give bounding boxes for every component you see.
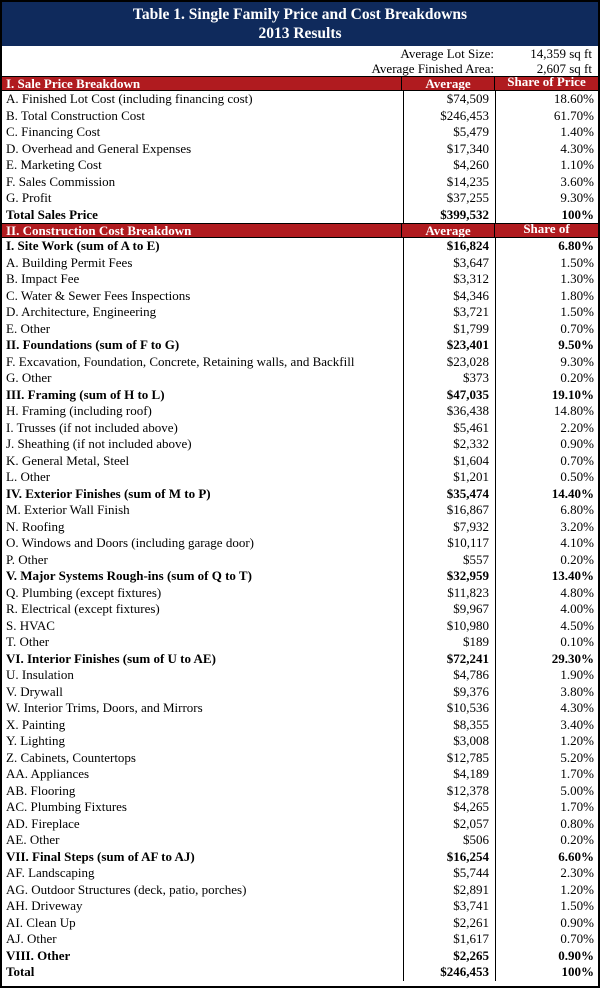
row-share: 2.30% [495, 865, 598, 882]
row-average: $5,744 [403, 865, 495, 882]
row-share: 0.50% [495, 469, 598, 486]
row-share: 4.00% [495, 601, 598, 618]
row-average: $506 [403, 832, 495, 849]
table-row [2, 931, 598, 948]
table-row [2, 799, 598, 816]
row-share: 9.30% [495, 354, 598, 371]
table-row [2, 403, 598, 420]
row-label: AD. Fireplace [6, 815, 80, 831]
row-label: VII. Final Steps (sum of AF to AJ) [6, 848, 195, 864]
table-row [2, 502, 598, 519]
row-average: $23,028 [403, 354, 495, 371]
row-average: $10,117 [403, 535, 495, 552]
table-row [2, 255, 598, 272]
row-share: 4.10% [495, 535, 598, 552]
table-row [2, 370, 598, 387]
row-share: 0.70% [495, 321, 598, 338]
row-label: L. Other [6, 469, 51, 484]
row-label: V. Drywall [6, 683, 63, 699]
row-share: 4.30% [495, 700, 598, 717]
table-subtitle: 2013 Results [258, 25, 342, 42]
table-row [2, 304, 598, 321]
row-share: 5.20% [495, 750, 598, 767]
row-share: 1.50% [495, 255, 598, 272]
row-label: J. Sheathing (if not included above) [6, 436, 192, 451]
row-average: $189 [403, 634, 495, 651]
table-row [2, 552, 598, 569]
meta-value: 14,359 sq ft [530, 46, 592, 61]
row-label: O. Windows and Doors (including garage door) [6, 535, 254, 550]
row-share: 100% [495, 964, 598, 981]
row-share: 29.30% [495, 651, 598, 668]
row-average: $35,474 [403, 486, 495, 503]
row-average: $47,035 [403, 387, 495, 404]
row-label: AB. Flooring [6, 782, 76, 798]
row-average: $1,201 [403, 469, 495, 486]
row-share: 14.40% [495, 486, 598, 503]
row-share: 1.80% [495, 288, 598, 305]
table-subtotal-row [2, 964, 598, 981]
table-row [2, 108, 598, 125]
table-subtotal-row [2, 849, 598, 866]
row-average: $72,241 [403, 651, 495, 668]
table-subtotal-row [2, 207, 598, 224]
table-row [2, 618, 598, 635]
table-row [2, 634, 598, 651]
row-share: 1.90% [495, 667, 598, 684]
row-share: 3.60% [495, 174, 598, 191]
row-average: $3,647 [403, 255, 495, 272]
column-header-average: Average [401, 224, 494, 237]
table-row [2, 174, 598, 191]
table-row [2, 766, 598, 783]
row-label: II. Foundations (sum of F to G) [6, 337, 180, 352]
row-label: K. General Metal, Steel [6, 452, 130, 468]
row-label: G. Profit [6, 190, 52, 205]
row-label: W. Interior Trims, Doors, and Mirrors [6, 700, 203, 715]
row-share: 0.10% [495, 634, 598, 651]
row-label: G. Other [6, 370, 52, 385]
row-average: $1,617 [403, 931, 495, 948]
row-average: $4,786 [403, 667, 495, 684]
table-row [2, 585, 598, 602]
row-average: $37,255 [403, 190, 495, 207]
row-share: 1.20% [495, 733, 598, 750]
row-share: 1.50% [495, 898, 598, 915]
row-share: 0.90% [495, 915, 598, 932]
table-row [2, 271, 598, 288]
table-row [2, 733, 598, 750]
meta-value: 2,607 sq ft [536, 60, 592, 76]
row-average: $2,057 [403, 816, 495, 833]
table-row [2, 91, 598, 108]
row-label: B. Impact Fee [6, 271, 80, 286]
table-subtotal-row [2, 568, 598, 585]
row-label: D. Overhead and General Expenses [6, 140, 192, 156]
row-average: $11,823 [403, 585, 495, 602]
table-row [2, 700, 598, 717]
row-share: 4.50% [495, 618, 598, 635]
row-label: P. Other [6, 551, 48, 567]
row-share: 1.10% [495, 157, 598, 174]
row-label: H. Framing (including roof) [6, 403, 152, 418]
table-row [2, 519, 598, 536]
row-share: 1.40% [495, 124, 598, 141]
table-row [2, 535, 598, 552]
table-row [2, 124, 598, 141]
row-label: A. Finished Lot Cost (including financing cost) [6, 91, 253, 106]
row-average: $17,340 [403, 141, 495, 158]
row-average: $9,967 [403, 601, 495, 618]
table-row [2, 783, 598, 800]
row-share: 9.30% [495, 190, 598, 207]
row-share: 1.70% [495, 766, 598, 783]
row-share: 9.50% [495, 337, 598, 354]
row-share: 3.40% [495, 717, 598, 734]
row-label: VI. Interior Finishes (sum of U to AE) [6, 650, 216, 666]
row-share: 6.60% [495, 849, 598, 866]
table-row [2, 354, 598, 371]
column-header-average: Average [401, 77, 494, 90]
row-average: $399,532 [403, 207, 495, 224]
row-label: C. Financing Cost [6, 124, 101, 139]
section-title: II. Construction Cost Breakdown [6, 223, 192, 238]
row-average: $16,824 [403, 238, 495, 255]
table-row [2, 882, 598, 899]
row-average: $10,536 [403, 700, 495, 717]
row-label: S. HVAC [6, 617, 55, 633]
meta-row [2, 47, 598, 62]
row-average: $4,265 [403, 799, 495, 816]
row-label: IV. Exterior Finishes (sum of M to P) [6, 485, 211, 501]
row-label: B. Total Construction Cost [6, 107, 145, 123]
lot-summary [2, 46, 598, 76]
table-row [2, 865, 598, 882]
row-share: 1.50% [495, 304, 598, 321]
table-row [2, 816, 598, 833]
row-label: T. Other [6, 634, 50, 649]
row-share: 19.10% [495, 387, 598, 404]
row-share: 0.20% [495, 370, 598, 387]
row-average: $4,189 [403, 766, 495, 783]
row-share: 0.20% [495, 832, 598, 849]
row-label: M. Exterior Wall Finish [6, 502, 130, 517]
row-label: AG. Outdoor Structures (deck, patio, porches) [6, 881, 247, 897]
row-average: $12,785 [403, 750, 495, 767]
table-row [2, 321, 598, 338]
row-average: $3,741 [403, 898, 495, 915]
column-header-share: Share of Price [494, 77, 598, 90]
section-header-construction-cost [2, 223, 598, 238]
row-label: I. Site Work (sum of A to E) [6, 238, 160, 253]
table-row [2, 141, 598, 158]
row-label: U. Insulation [6, 667, 74, 682]
row-label: D. Architecture, Engineering [6, 304, 157, 319]
row-label: AH. Driveway [6, 898, 83, 913]
table-subtotal-row [2, 486, 598, 503]
row-label: N. Roofing [6, 518, 65, 534]
row-label: AC. Plumbing Fixtures [6, 799, 127, 814]
row-share: 14.80% [495, 403, 598, 420]
row-label: Z. Cabinets, Countertops [6, 749, 136, 765]
table-row [2, 157, 598, 174]
row-average: $557 [403, 552, 495, 569]
table-subtotal-row [2, 238, 598, 255]
row-average: $2,891 [403, 882, 495, 899]
meta-label: Average Lot Size: [400, 46, 494, 61]
row-average: $36,438 [403, 403, 495, 420]
row-share: 2.20% [495, 420, 598, 437]
table-row [2, 436, 598, 453]
table-subtotal-row [2, 948, 598, 965]
row-average: $12,378 [403, 783, 495, 800]
row-average: $8,355 [403, 717, 495, 734]
row-label: F. Excavation, Foundation, Concrete, Retaining walls, and Backfill [6, 353, 355, 369]
table-subtotal-row [2, 337, 598, 354]
table-title: Table 1. Single Family Price and Cost Breakdowns [132, 6, 468, 23]
row-label: Total [6, 964, 35, 979]
row-label: Q. Plumbing (except fixtures) [6, 584, 162, 600]
table-row [2, 453, 598, 470]
table-row [2, 915, 598, 932]
row-label: Y. Lighting [6, 733, 65, 748]
row-average: $246,453 [403, 964, 495, 981]
table-row [2, 190, 598, 207]
column-header-share: Share of [494, 224, 598, 237]
row-label: E. Marketing Cost [6, 157, 102, 172]
table-row [2, 684, 598, 701]
row-share: 100% [495, 207, 598, 224]
row-average: $3,008 [403, 733, 495, 750]
row-share: 6.80% [495, 502, 598, 519]
row-share: 18.60% [495, 91, 598, 108]
row-share: 0.70% [495, 453, 598, 470]
table-row [2, 601, 598, 618]
section-title: I. Sale Price Breakdown [6, 76, 141, 91]
row-label: I. Trusses (if not included above) [6, 419, 178, 435]
meta-label: Average Finished Area: [371, 60, 494, 76]
row-average: $2,261 [403, 915, 495, 932]
row-share: 0.70% [495, 931, 598, 948]
meta-row [2, 62, 598, 77]
row-label: AE. Other [6, 832, 60, 847]
row-label: VIII. Other [6, 947, 71, 963]
row-share: 0.20% [495, 552, 598, 569]
row-share: 3.20% [495, 519, 598, 536]
row-average: $14,235 [403, 174, 495, 191]
row-share: 4.80% [495, 585, 598, 602]
row-label: X. Painting [6, 716, 66, 732]
row-share: 6.80% [495, 238, 598, 255]
row-label: V. Major Systems Rough-ins (sum of Q to T) [6, 568, 252, 583]
table-row [2, 750, 598, 767]
row-label: E. Other [6, 320, 51, 336]
table-subtotal-row [2, 387, 598, 404]
row-average: $246,453 [403, 108, 495, 125]
row-label: III. Framing (sum of H to L) [6, 386, 165, 402]
row-average: $5,479 [403, 124, 495, 141]
row-label: R. Electrical (except fixtures) [6, 601, 160, 616]
row-label: AI. Clean Up [6, 914, 76, 930]
row-average: $1,799 [403, 321, 495, 338]
row-average: $7,932 [403, 519, 495, 536]
table-row [2, 832, 598, 849]
row-share: 5.00% [495, 783, 598, 800]
table-row [2, 469, 598, 486]
table-row [2, 420, 598, 437]
row-label: AJ. Other [6, 931, 57, 946]
row-label: C. Water & Sewer Fees Inspections [6, 287, 191, 303]
row-share: 1.70% [495, 799, 598, 816]
row-average: $373 [403, 370, 495, 387]
row-average: $4,346 [403, 288, 495, 305]
row-average: $32,959 [403, 568, 495, 585]
row-label: A. Building Permit Fees [6, 254, 133, 270]
row-share: 1.30% [495, 271, 598, 288]
section-header-sale-price [2, 76, 598, 91]
row-label: Total Sales Price [6, 206, 98, 222]
row-average: $3,721 [403, 304, 495, 321]
row-average: $3,312 [403, 271, 495, 288]
row-share: 0.90% [495, 948, 598, 965]
row-average: $9,376 [403, 684, 495, 701]
row-share: 4.30% [495, 141, 598, 158]
row-share: 13.40% [495, 568, 598, 585]
row-average: $23,401 [403, 337, 495, 354]
sale-price-rows [2, 91, 598, 223]
row-label: F. Sales Commission [6, 173, 116, 189]
table-row [2, 898, 598, 915]
row-average: $5,461 [403, 420, 495, 437]
row-share: 3.80% [495, 684, 598, 701]
construction-cost-rows [2, 238, 598, 981]
table-subtotal-row [2, 651, 598, 668]
row-average: $74,509 [403, 91, 495, 108]
row-average: $2,332 [403, 436, 495, 453]
row-label: AA. Appliances [6, 766, 90, 781]
row-average: $4,260 [403, 157, 495, 174]
row-label: AF. Landscaping [6, 865, 95, 880]
row-share: 0.90% [495, 436, 598, 453]
row-average: $2,265 [403, 948, 495, 965]
row-share: 0.80% [495, 816, 598, 833]
row-share: 61.70% [495, 108, 598, 125]
table-title-bar [2, 2, 598, 46]
row-average: $10,980 [403, 618, 495, 635]
row-share: 1.20% [495, 882, 598, 899]
table-row [2, 717, 598, 734]
table-row [2, 288, 598, 305]
table-row [2, 667, 598, 684]
row-average: $16,254 [403, 849, 495, 866]
row-average: $1,604 [403, 453, 495, 470]
row-average: $16,867 [403, 502, 495, 519]
